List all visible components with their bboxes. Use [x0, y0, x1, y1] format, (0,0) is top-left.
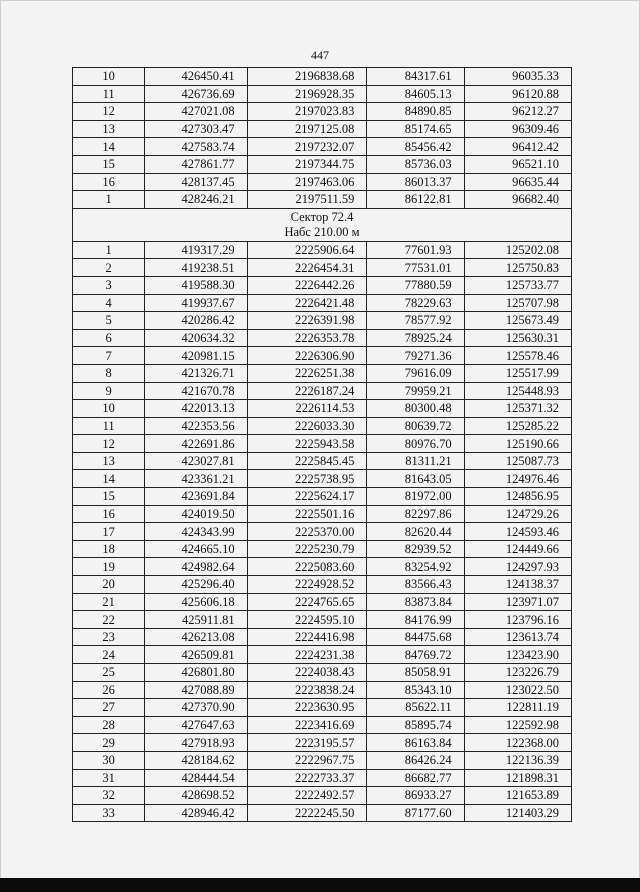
local-y-cell: 124976.46 [464, 470, 571, 488]
scan-bottom-edge [0, 878, 640, 892]
point-number-cell: 18 [73, 540, 145, 558]
local-y-cell: 125707.98 [464, 294, 571, 312]
table-row [73, 523, 572, 541]
local-x-cell: 84475.68 [367, 628, 464, 646]
y-coordinate-cell: 2197344.75 [247, 155, 367, 173]
local-x-cell: 87177.60 [367, 804, 464, 822]
y-coordinate-cell: 2225230.79 [247, 540, 367, 558]
local-x-cell: 86122.81 [367, 191, 464, 209]
local-y-cell: 124138.37 [464, 576, 571, 594]
table-row [73, 646, 572, 664]
x-coordinate-cell: 421326.71 [145, 364, 247, 382]
local-y-cell: 125750.83 [464, 259, 571, 277]
local-y-cell: 96635.44 [464, 173, 571, 191]
x-coordinate-cell: 427918.93 [145, 734, 247, 752]
point-number-cell: 15 [73, 155, 145, 173]
table-row [73, 364, 572, 382]
local-y-cell: 125371.32 [464, 400, 571, 418]
x-coordinate-cell: 428444.54 [145, 769, 247, 787]
local-x-cell: 80300.48 [367, 400, 464, 418]
local-y-cell: 121653.89 [464, 787, 571, 805]
local-y-cell: 125673.49 [464, 312, 571, 330]
x-coordinate-cell: 424982.64 [145, 558, 247, 576]
local-x-cell: 78577.92 [367, 312, 464, 330]
x-coordinate-cell: 427370.90 [145, 699, 247, 717]
table-row [73, 294, 572, 312]
point-number-cell: 10 [73, 68, 145, 86]
local-x-cell: 82939.52 [367, 540, 464, 558]
local-x-cell: 79959.21 [367, 382, 464, 400]
table-row [73, 681, 572, 699]
point-number-cell: 14 [73, 470, 145, 488]
local-x-cell: 83254.92 [367, 558, 464, 576]
local-y-cell: 123022.50 [464, 681, 571, 699]
local-y-cell: 96309.46 [464, 120, 571, 138]
local-x-cell: 78229.63 [367, 294, 464, 312]
x-coordinate-cell: 420286.42 [145, 312, 247, 330]
local-x-cell: 80976.70 [367, 435, 464, 453]
local-x-cell: 85456.42 [367, 138, 464, 156]
local-y-cell: 122368.00 [464, 734, 571, 752]
point-number-cell: 30 [73, 751, 145, 769]
local-y-cell: 124729.26 [464, 505, 571, 523]
local-x-cell: 83566.43 [367, 576, 464, 594]
y-coordinate-cell: 2226391.98 [247, 312, 367, 330]
x-coordinate-cell: 428946.42 [145, 804, 247, 822]
y-coordinate-cell: 2225501.16 [247, 505, 367, 523]
table-row [73, 347, 572, 365]
local-x-cell: 81972.00 [367, 488, 464, 506]
y-coordinate-cell: 2197463.06 [247, 173, 367, 191]
local-x-cell: 79271.36 [367, 347, 464, 365]
x-coordinate-cell: 424665.10 [145, 540, 247, 558]
x-coordinate-cell: 424343.99 [145, 523, 247, 541]
x-coordinate-cell: 428698.52 [145, 787, 247, 805]
y-coordinate-cell: 2223195.57 [247, 734, 367, 752]
local-x-cell: 86933.27 [367, 787, 464, 805]
table-row [73, 138, 572, 156]
y-coordinate-cell: 2223838.24 [247, 681, 367, 699]
point-number-cell: 10 [73, 400, 145, 418]
point-number-cell: 25 [73, 664, 145, 682]
x-coordinate-cell: 425606.18 [145, 593, 247, 611]
section-header-row [73, 208, 572, 241]
local-x-cell: 84317.61 [367, 68, 464, 86]
table-row [73, 470, 572, 488]
x-coordinate-cell: 419588.30 [145, 276, 247, 294]
x-coordinate-cell: 419317.29 [145, 241, 247, 259]
x-coordinate-cell: 428137.45 [145, 173, 247, 191]
table-row [73, 558, 572, 576]
table-row [73, 751, 572, 769]
x-coordinate-cell: 422013.13 [145, 400, 247, 418]
coordinates-table [72, 67, 572, 822]
point-number-cell: 6 [73, 329, 145, 347]
table-row [73, 241, 572, 259]
y-coordinate-cell: 2222492.57 [247, 787, 367, 805]
local-x-cell: 86426.24 [367, 751, 464, 769]
local-y-cell: 125630.31 [464, 329, 571, 347]
y-coordinate-cell: 2225845.45 [247, 452, 367, 470]
table-row [73, 488, 572, 506]
y-coordinate-cell: 2226442.26 [247, 276, 367, 294]
page-number: 447 [311, 48, 329, 62]
local-x-cell: 84605.13 [367, 85, 464, 103]
y-coordinate-cell: 2226306.90 [247, 347, 367, 365]
table-row [73, 540, 572, 558]
local-y-cell: 96120.88 [464, 85, 571, 103]
table-row [73, 804, 572, 822]
local-x-cell: 84176.99 [367, 611, 464, 629]
y-coordinate-cell: 2226114.53 [247, 400, 367, 418]
y-coordinate-cell: 2225943.58 [247, 435, 367, 453]
x-coordinate-cell: 426736.69 [145, 85, 247, 103]
y-coordinate-cell: 2224038.43 [247, 664, 367, 682]
x-coordinate-cell: 421670.78 [145, 382, 247, 400]
y-coordinate-cell: 2226033.30 [247, 417, 367, 435]
point-number-cell: 24 [73, 646, 145, 664]
x-coordinate-cell: 427021.08 [145, 103, 247, 121]
point-number-cell: 14 [73, 138, 145, 156]
table-row [73, 716, 572, 734]
local-y-cell: 125202.08 [464, 241, 571, 259]
point-number-cell: 22 [73, 611, 145, 629]
local-y-cell: 123423.90 [464, 646, 571, 664]
section-subtitle: Набс 210.00 м [284, 224, 360, 239]
table-row [73, 593, 572, 611]
local-y-cell: 96521.10 [464, 155, 571, 173]
point-number-cell: 11 [73, 85, 145, 103]
table-row [73, 85, 572, 103]
y-coordinate-cell: 2226421.48 [247, 294, 367, 312]
y-coordinate-cell: 2226353.78 [247, 329, 367, 347]
y-coordinate-cell: 2225738.95 [247, 470, 367, 488]
x-coordinate-cell: 423027.81 [145, 452, 247, 470]
table-row [73, 191, 572, 209]
x-coordinate-cell: 427861.77 [145, 155, 247, 173]
x-coordinate-cell: 422691.86 [145, 435, 247, 453]
local-x-cell: 81643.05 [367, 470, 464, 488]
local-y-cell: 124593.46 [464, 523, 571, 541]
y-coordinate-cell: 2196838.68 [247, 68, 367, 86]
point-number-cell: 28 [73, 716, 145, 734]
table-row [73, 505, 572, 523]
local-x-cell: 84890.85 [367, 103, 464, 121]
table-row [73, 68, 572, 86]
y-coordinate-cell: 2196928.35 [247, 85, 367, 103]
y-coordinate-cell: 2197232.07 [247, 138, 367, 156]
x-coordinate-cell: 427303.47 [145, 120, 247, 138]
point-number-cell: 16 [73, 173, 145, 191]
point-number-cell: 31 [73, 769, 145, 787]
y-coordinate-cell: 2223416.69 [247, 716, 367, 734]
x-coordinate-cell: 426450.41 [145, 68, 247, 86]
local-x-cell: 77880.59 [367, 276, 464, 294]
y-coordinate-cell: 2222245.50 [247, 804, 367, 822]
local-y-cell: 122811.19 [464, 699, 571, 717]
local-y-cell: 121898.31 [464, 769, 571, 787]
local-y-cell: 121403.29 [464, 804, 571, 822]
local-y-cell: 125448.93 [464, 382, 571, 400]
point-number-cell: 11 [73, 417, 145, 435]
local-x-cell: 77531.01 [367, 259, 464, 277]
x-coordinate-cell: 425296.40 [145, 576, 247, 594]
y-coordinate-cell: 2225083.60 [247, 558, 367, 576]
point-number-cell: 16 [73, 505, 145, 523]
x-coordinate-cell: 422353.56 [145, 417, 247, 435]
local-y-cell: 122136.39 [464, 751, 571, 769]
x-coordinate-cell: 426509.81 [145, 646, 247, 664]
table-row [73, 699, 572, 717]
point-number-cell: 27 [73, 699, 145, 717]
y-coordinate-cell: 2223630.95 [247, 699, 367, 717]
local-x-cell: 79616.09 [367, 364, 464, 382]
table-row [73, 312, 572, 330]
local-x-cell: 82620.44 [367, 523, 464, 541]
y-coordinate-cell: 2224928.52 [247, 576, 367, 594]
local-y-cell: 96412.42 [464, 138, 571, 156]
y-coordinate-cell: 2226187.24 [247, 382, 367, 400]
local-y-cell: 125190.66 [464, 435, 571, 453]
table-row [73, 576, 572, 594]
table-row [73, 452, 572, 470]
local-x-cell: 78925.24 [367, 329, 464, 347]
x-coordinate-cell: 428184.62 [145, 751, 247, 769]
local-x-cell: 82297.86 [367, 505, 464, 523]
table-row [73, 664, 572, 682]
point-number-cell: 23 [73, 628, 145, 646]
table-row [73, 417, 572, 435]
table-row [73, 276, 572, 294]
x-coordinate-cell: 427583.74 [145, 138, 247, 156]
point-number-cell: 12 [73, 435, 145, 453]
local-y-cell: 125087.73 [464, 452, 571, 470]
table-row [73, 173, 572, 191]
point-number-cell: 3 [73, 276, 145, 294]
local-x-cell: 85058.91 [367, 664, 464, 682]
point-number-cell: 19 [73, 558, 145, 576]
table-row [73, 435, 572, 453]
local-y-cell: 125285.22 [464, 417, 571, 435]
y-coordinate-cell: 2222733.37 [247, 769, 367, 787]
table-row [73, 120, 572, 138]
x-coordinate-cell: 427088.89 [145, 681, 247, 699]
y-coordinate-cell: 2225624.17 [247, 488, 367, 506]
local-y-cell: 96035.33 [464, 68, 571, 86]
y-coordinate-cell: 2225370.00 [247, 523, 367, 541]
point-number-cell: 12 [73, 103, 145, 121]
table-row [73, 382, 572, 400]
point-number-cell: 8 [73, 364, 145, 382]
x-coordinate-cell: 420981.15 [145, 347, 247, 365]
local-y-cell: 123796.16 [464, 611, 571, 629]
x-coordinate-cell: 423691.84 [145, 488, 247, 506]
section-title: Сектор 72.4 [290, 209, 354, 224]
y-coordinate-cell: 2224416.98 [247, 628, 367, 646]
x-coordinate-cell: 426213.08 [145, 628, 247, 646]
point-number-cell: 15 [73, 488, 145, 506]
x-coordinate-cell: 419937.67 [145, 294, 247, 312]
point-number-cell: 1 [73, 241, 145, 259]
table-row [73, 400, 572, 418]
local-y-cell: 96682.40 [464, 191, 571, 209]
local-y-cell: 125517.99 [464, 364, 571, 382]
local-y-cell: 123226.79 [464, 664, 571, 682]
local-y-cell: 123613.74 [464, 628, 571, 646]
local-y-cell: 123971.07 [464, 593, 571, 611]
y-coordinate-cell: 2225906.64 [247, 241, 367, 259]
local-y-cell: 96212.27 [464, 103, 571, 121]
x-coordinate-cell: 426801.80 [145, 664, 247, 682]
table-row [73, 769, 572, 787]
local-y-cell: 124297.93 [464, 558, 571, 576]
point-number-cell: 1 [73, 191, 145, 209]
local-x-cell: 86013.37 [367, 173, 464, 191]
x-coordinate-cell: 420634.32 [145, 329, 247, 347]
point-number-cell: 20 [73, 576, 145, 594]
y-coordinate-cell: 2197023.83 [247, 103, 367, 121]
point-number-cell: 7 [73, 347, 145, 365]
y-coordinate-cell: 2226251.38 [247, 364, 367, 382]
table-row [73, 155, 572, 173]
local-y-cell: 124449.66 [464, 540, 571, 558]
y-coordinate-cell: 2222967.75 [247, 751, 367, 769]
x-coordinate-cell: 424019.50 [145, 505, 247, 523]
table-row [73, 734, 572, 752]
local-x-cell: 84769.72 [367, 646, 464, 664]
point-number-cell: 9 [73, 382, 145, 400]
local-x-cell: 86682.77 [367, 769, 464, 787]
point-number-cell: 5 [73, 312, 145, 330]
y-coordinate-cell: 2226454.31 [247, 259, 367, 277]
local-x-cell: 85895.74 [367, 716, 464, 734]
local-x-cell: 81311.21 [367, 452, 464, 470]
x-coordinate-cell: 419238.51 [145, 259, 247, 277]
y-coordinate-cell: 2224765.65 [247, 593, 367, 611]
table-row [73, 259, 572, 277]
local-y-cell: 122592.98 [464, 716, 571, 734]
point-number-cell: 26 [73, 681, 145, 699]
point-number-cell: 33 [73, 804, 145, 822]
x-coordinate-cell: 427647.63 [145, 716, 247, 734]
point-number-cell: 13 [73, 452, 145, 470]
y-coordinate-cell: 2197125.08 [247, 120, 367, 138]
table-row [73, 103, 572, 121]
table-row [73, 628, 572, 646]
local-x-cell: 86163.84 [367, 734, 464, 752]
local-x-cell: 85174.65 [367, 120, 464, 138]
point-number-cell: 29 [73, 734, 145, 752]
point-number-cell: 21 [73, 593, 145, 611]
x-coordinate-cell: 423361.21 [145, 470, 247, 488]
point-number-cell: 4 [73, 294, 145, 312]
local-x-cell: 85736.03 [367, 155, 464, 173]
section-header [73, 208, 572, 241]
y-coordinate-cell: 2224231.38 [247, 646, 367, 664]
local-y-cell: 125578.46 [464, 347, 571, 365]
local-x-cell: 77601.93 [367, 241, 464, 259]
coordinates-table-body [73, 68, 572, 822]
local-y-cell: 125733.77 [464, 276, 571, 294]
local-x-cell: 80639.72 [367, 417, 464, 435]
y-coordinate-cell: 2224595.10 [247, 611, 367, 629]
local-x-cell: 83873.84 [367, 593, 464, 611]
point-number-cell: 32 [73, 787, 145, 805]
x-coordinate-cell: 428246.21 [145, 191, 247, 209]
local-x-cell: 85622.11 [367, 699, 464, 717]
y-coordinate-cell: 2197511.59 [247, 191, 367, 209]
local-y-cell: 124856.95 [464, 488, 571, 506]
local-x-cell: 85343.10 [367, 681, 464, 699]
point-number-cell: 2 [73, 259, 145, 277]
x-coordinate-cell: 425911.81 [145, 611, 247, 629]
point-number-cell: 13 [73, 120, 145, 138]
table-row [73, 611, 572, 629]
table-row [73, 787, 572, 805]
point-number-cell: 17 [73, 523, 145, 541]
table-row [73, 329, 572, 347]
